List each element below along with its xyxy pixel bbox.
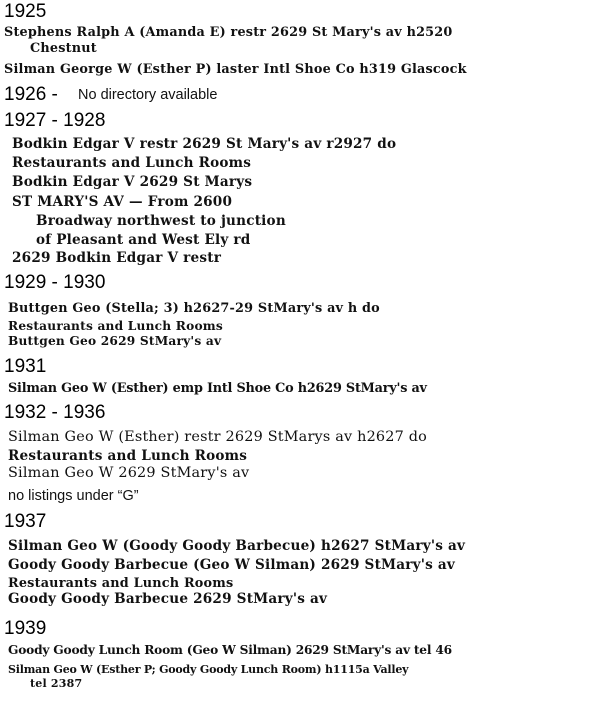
street-description: of Pleasant and West Ely rd [36,232,251,248]
directory-entry: Silman George W (Esther P) laster Intl Shoe Co h319 Glascock [4,62,467,77]
street-listing: 2629 Bodkin Edgar V restr [12,250,222,266]
directory-entry: Silman Geo W (Esther) emp Intl Shoe Co h2629 StMary's av [8,381,427,396]
directory-entry: Silman Geo W (Esther) restr 2629 StMarys av h2627 do [8,429,428,445]
directory-entry: Bodkin Edgar V restr 2629 St Mary's av r2927 do [12,136,397,152]
year-heading: 1929 - 1930 [4,272,106,293]
directory-entry: Stephens Ralph A (Amanda E) restr 2629 St Mary's av h2520 [4,25,453,40]
year-heading: 1932 - 1936 [4,402,106,423]
year-heading: 1939 [4,618,47,639]
year-heading: 1937 [4,511,47,532]
category-heading: Restaurants and Lunch Rooms [8,319,223,333]
directory-entry: Silman Geo W (Esther P; Goody Goody Lunch Room) h1115a Valley [8,663,409,676]
availability-note: No directory available [78,87,218,103]
directory-entry: Silman Geo W 2629 StMary's av [8,465,250,481]
directory-entry: Bodkin Edgar V 2629 St Marys [12,174,253,190]
listing-note: no listings under “G” [8,488,139,504]
directory-entry: Goody Goody Lunch Room (Geo W Silman) 2629 StMary's av tel 46 [8,643,452,657]
street-description: Broadway northwest to junction [36,213,286,229]
directory-entry: Goody Goody Barbecue (Geo W Silman) 2629 StMary's av [8,557,456,573]
directory-entry-continued: tel 2387 [30,677,83,690]
year-heading: 1927 - 1928 [4,110,106,131]
directory-entry: Goody Goody Barbecue 2629 StMary's av [8,591,328,607]
street-heading: ST MARY'S AV — From 2600 [12,194,233,210]
directory-entry: Buttgen Geo 2629 StMary's av [8,334,222,348]
directory-entry: Silman Geo W (Goody Goody Barbecue) h2627 StMary's av [8,538,466,554]
year-heading: 1926 - [4,84,58,105]
directory-entry-continued: Chestnut [30,41,97,56]
category-heading: Restaurants and Lunch Rooms [8,448,248,464]
year-heading: 1925 [4,1,47,22]
directory-entry: Buttgen Geo (Stella; 3) h2627-29 StMary's av h do [8,301,380,316]
category-heading: Restaurants and Lunch Rooms [12,155,252,171]
category-heading: Restaurants and Lunch Rooms [8,576,234,591]
year-heading: 1931 [4,356,47,377]
